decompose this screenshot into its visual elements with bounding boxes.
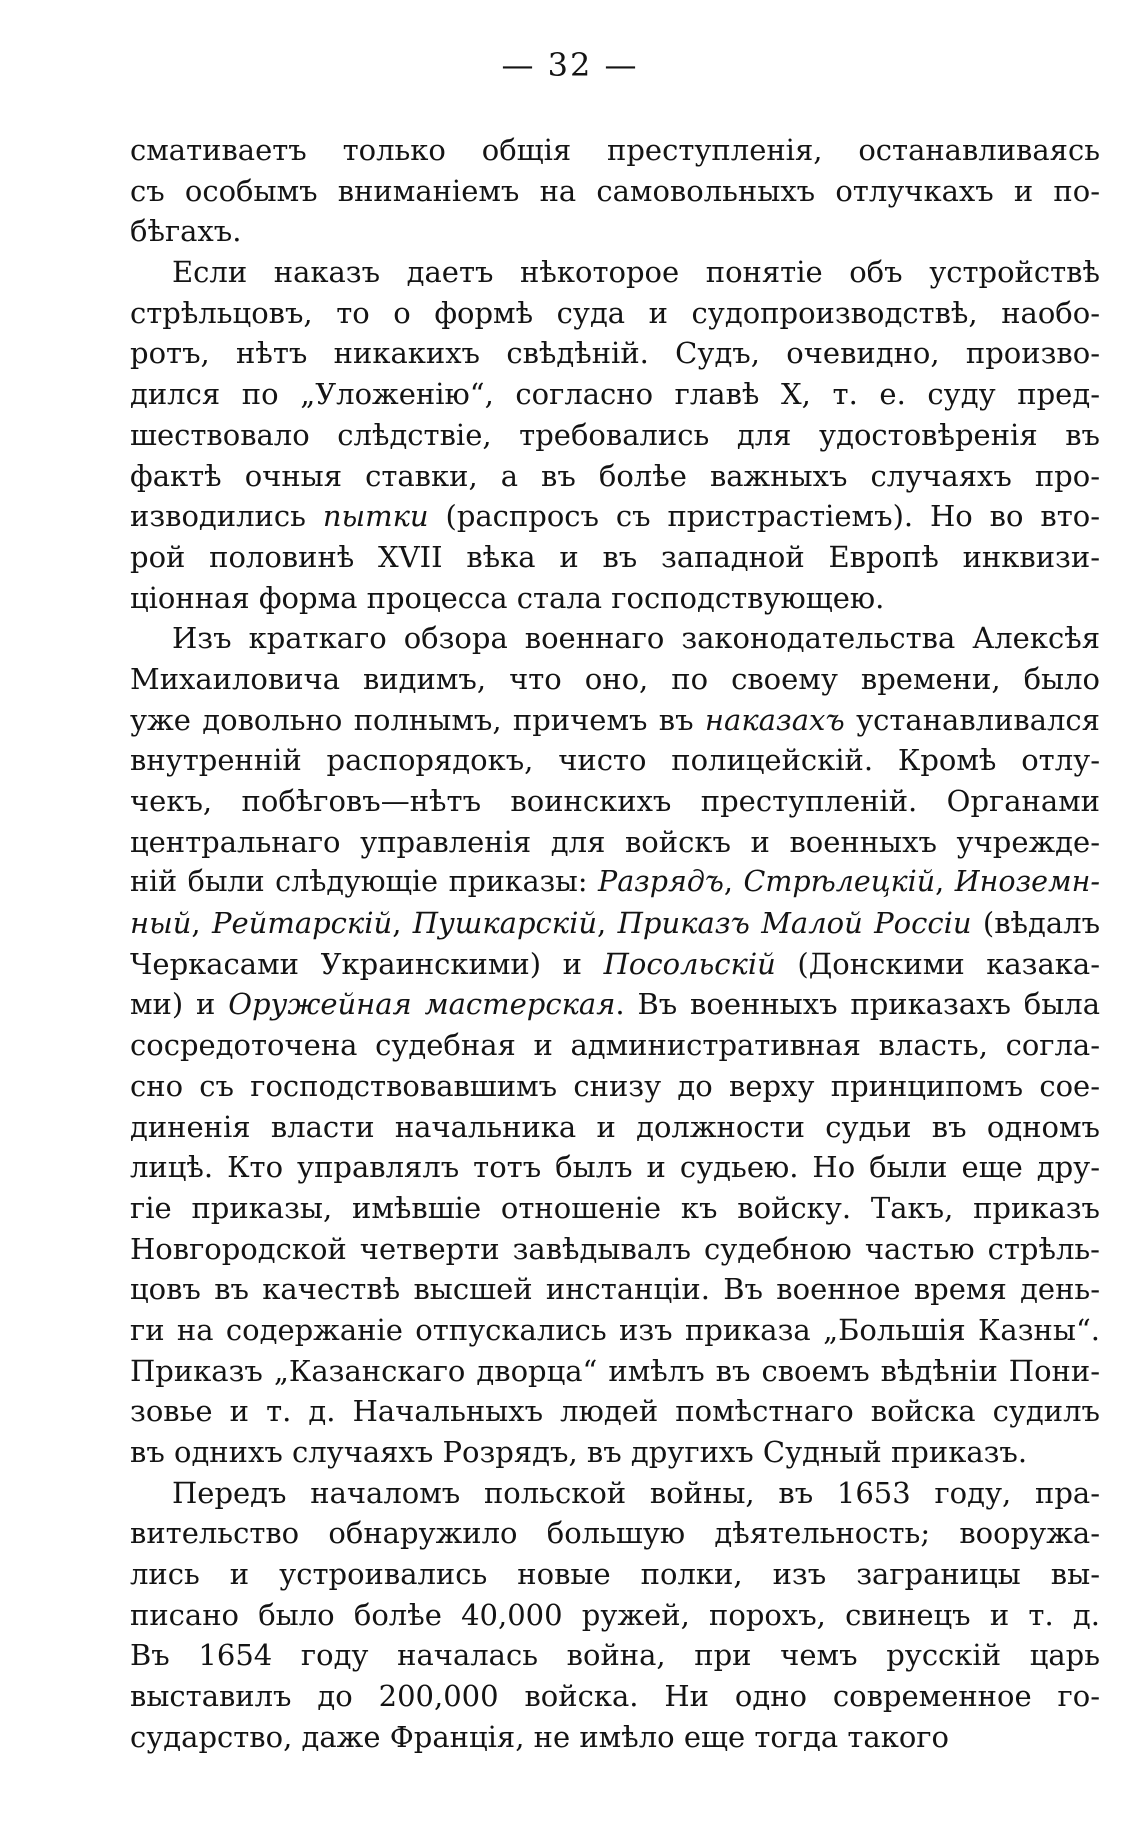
text-line	[130, 1391, 1100, 1432]
text-segment: вительство обнаружило большую дѣятельность; вооружа-	[130, 1516, 1100, 1551]
text-segment: ,	[935, 865, 955, 899]
text-line	[130, 1147, 1100, 1188]
text-segment: бѣгахъ.	[130, 214, 242, 249]
text-line	[130, 618, 1100, 659]
text-line	[130, 578, 1100, 619]
italic-term: Приказъ Малой Россіи	[617, 906, 972, 941]
text-line	[130, 211, 1100, 252]
text-segment: зовье и т. д. Начальныхъ людей помѣстнаго войска судилъ	[130, 1394, 1100, 1429]
text-line	[130, 456, 1100, 497]
italic-term: наказахъ	[704, 702, 845, 737]
text-segment: Приказъ „Казанскаго дворца“ имѣлъ въ своемъ вѣдѣніи Пони-	[130, 1353, 1100, 1388]
text-segment: ,	[191, 906, 212, 941]
text-line	[130, 1554, 1100, 1595]
text-line	[130, 1595, 1100, 1636]
text-segment: писано было болѣе 40,000 ружей, порохъ, свинецъ и т. д.	[130, 1597, 1100, 1632]
text-line	[130, 822, 1100, 863]
text-line	[130, 1513, 1100, 1554]
text-segment: диненія власти начальника и должности судьи въ одномъ	[130, 1109, 1100, 1144]
text-segment: ній были слѣдующіе приказы:	[130, 865, 599, 899]
text-segment: Въ 1654 году началась война, при чемъ русскій царь	[130, 1638, 1100, 1673]
text-segment: цовъ въ качествѣ высшей инстанціи. Въ военное время день-	[130, 1272, 1100, 1307]
text-line	[130, 1717, 1100, 1758]
text-segment: чекъ, побѣговъ—нѣтъ воинскихъ преступленій. Органами	[130, 784, 1100, 818]
text-line	[130, 1269, 1100, 1310]
text-line	[130, 252, 1100, 293]
text-segment: стрѣльцовъ, то о формѣ суда и судопроизводствѣ, наобо-	[130, 295, 1100, 330]
text-line	[130, 1473, 1100, 1514]
text-segment: Передъ началомъ польской войны, въ 1653 году, пра-	[172, 1475, 1100, 1510]
text-segment: Черкасами Украинскими) и	[130, 946, 604, 981]
text-line	[130, 1676, 1100, 1717]
text-line	[130, 781, 1100, 822]
italic-term: Пушкарскій	[412, 906, 598, 941]
text-segment: ,	[597, 906, 618, 941]
italic-term: Стрѣлецкій	[743, 865, 936, 899]
text-segment: (Донскими казака-	[775, 946, 1100, 981]
text-line	[130, 1635, 1100, 1676]
text-line	[130, 1107, 1100, 1148]
text-segment: лицѣ. Кто управлялъ тотъ былъ и судьею. Но были еще дру-	[130, 1150, 1100, 1185]
italic-term: ный	[130, 906, 192, 941]
text-segment: Изъ краткаго обзора военнаго законодательства Алексѣя	[172, 621, 1100, 656]
text-line	[130, 903, 1100, 944]
text-segment: рой половинѣ XVII вѣка и въ западной Европѣ инквизи-	[130, 539, 1100, 574]
text-line	[130, 496, 1100, 537]
text-line	[130, 1310, 1100, 1351]
text-segment: выставилъ до 200,000 войска. Ни одно современное го-	[130, 1679, 1100, 1714]
text-segment: (вѣдалъ	[971, 906, 1101, 941]
text-segment: Если наказъ даетъ нѣкоторое понятіе объ устройствѣ	[172, 255, 1100, 290]
text-segment: ротъ, нѣтъ никакихъ свѣдѣній. Судъ, очевидно, произво-	[130, 336, 1100, 371]
text-line	[130, 1188, 1100, 1229]
text-segment: фактѣ очныя ставки, а въ болѣе важныхъ случаяхъ про-	[130, 458, 1100, 493]
text-segment: гіе приказы, имѣвшіе отношеніе къ войску. Такъ, приказъ	[130, 1190, 1100, 1225]
text-segment: съ особымъ вниманіемъ на самовольныхъ отлучкахъ и по-	[130, 173, 1100, 208]
text-segment: центральнаго управленія для войскъ и военныхъ учрежде-	[130, 824, 1100, 859]
text-line	[130, 740, 1100, 781]
italic-term: Иноземн-	[954, 865, 1101, 899]
text-segment: сосредоточена судебная и административная власть, согла-	[130, 1028, 1100, 1063]
text-line	[130, 984, 1100, 1025]
text-line	[130, 944, 1100, 985]
italic-term: Разрядъ	[598, 865, 724, 899]
text-segment: ,	[392, 906, 413, 941]
text-segment: изводились	[130, 499, 323, 534]
italic-term: пытки	[322, 499, 429, 534]
page-number: — 32 —	[501, 46, 639, 84]
text-line	[130, 1229, 1100, 1270]
text-segment: (распросъ съ пристрастіемъ). Но во вто-	[428, 499, 1100, 534]
text-segment: ціонная форма процесса стала господствующею.	[130, 580, 885, 615]
text-segment: ми) и	[130, 987, 229, 1022]
text-segment: устанавливался	[844, 702, 1100, 737]
text-line	[130, 130, 1100, 171]
text-segment: Михаиловича видимъ, что оно, по своему времени, было	[130, 661, 1100, 696]
text-line	[130, 415, 1100, 456]
text-line	[130, 374, 1100, 415]
italic-term: Оружейная мастерская	[228, 987, 616, 1022]
text-segment: внутренній распорядокъ, чисто полицейскій. Кромѣ отлу-	[130, 743, 1100, 778]
text-segment: Новгородской четверти завѣдывалъ судебною частью стрѣль-	[130, 1231, 1100, 1266]
text-line	[130, 537, 1100, 578]
text-line	[130, 1025, 1100, 1066]
text-segment: смативаетъ только общія преступленія, останавливаясь	[130, 133, 1100, 167]
text-segment: сударство, даже Франція, не имѣло еще тогда такого	[130, 1719, 949, 1754]
text-line	[130, 171, 1100, 212]
text-line	[130, 700, 1100, 741]
text-segment: въ однихъ случаяхъ Розрядъ, въ другихъ Судный приказъ.	[130, 1435, 1028, 1469]
text-line	[130, 1066, 1100, 1107]
text-segment: уже довольно полнымъ, причемъ въ	[130, 702, 705, 737]
text-line	[130, 862, 1100, 903]
text-line	[130, 1351, 1100, 1392]
italic-term: Посольскій	[603, 946, 776, 981]
text-segment: . Въ военныхъ приказахъ была	[615, 987, 1100, 1022]
text-line	[130, 1432, 1100, 1473]
text-line	[130, 293, 1100, 334]
text-segment: сно съ господствовавшимъ снизу до верху принципомъ сое-	[130, 1068, 1100, 1103]
text-line	[130, 333, 1100, 374]
text-line	[130, 659, 1100, 700]
text-segment: ги на содержаніе отпускались изъ приказа „Большія Казны“.	[130, 1312, 1100, 1347]
text-segment: ,	[723, 865, 744, 899]
text-segment: лись и устроивались новые полки, изъ заграницы вы-	[130, 1557, 1100, 1592]
italic-term: Рейтарскій	[211, 906, 393, 941]
text-segment: шествовало слѣдствіе, требовались для удостовѣренія въ	[130, 417, 1100, 452]
body-text	[130, 130, 1100, 1758]
text-segment: дился по „Уложенію“, согласно главѣ X, т. е. суду пред-	[130, 377, 1100, 412]
